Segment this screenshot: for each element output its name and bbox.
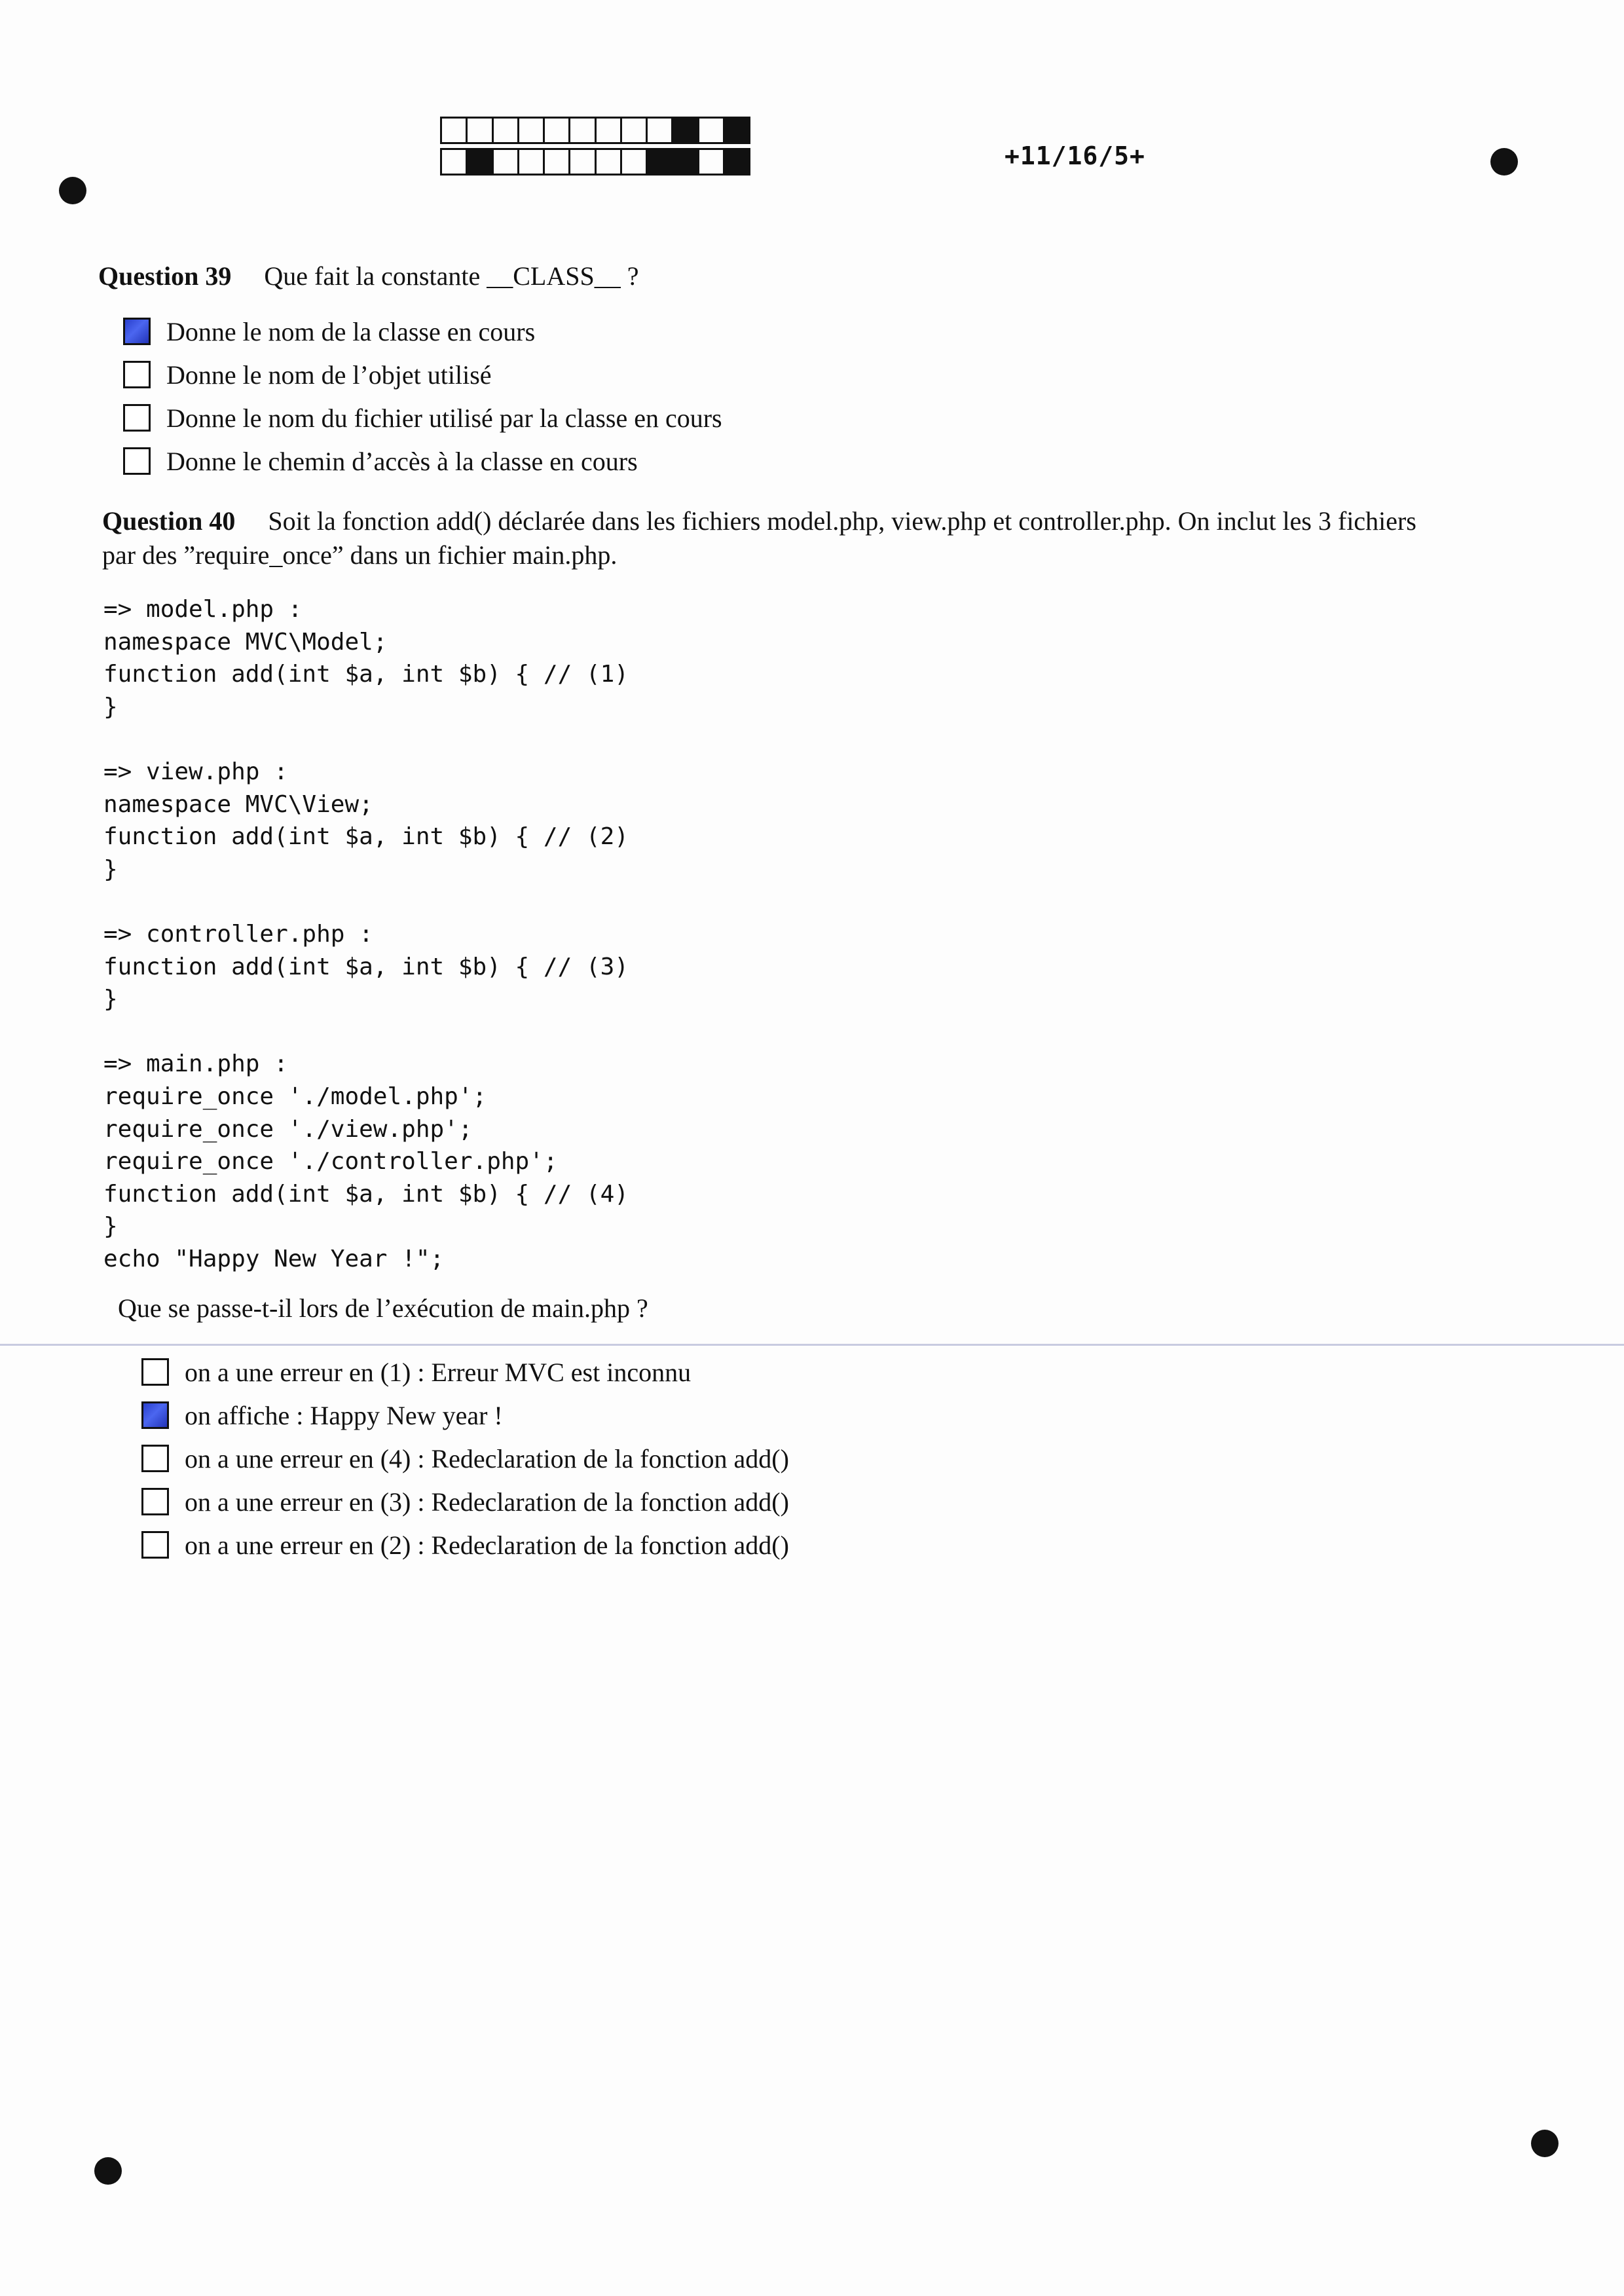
- question-39-text: Que fait la constante __CLASS__ ?: [264, 261, 639, 291]
- question-40: [102, 504, 1543, 572]
- registration-mark-bottom-left: [94, 2157, 122, 2185]
- barcode-cell: [673, 119, 699, 142]
- barcode-cell: [725, 150, 748, 174]
- barcode-cell: [597, 150, 622, 174]
- q40-option-2-checkbox[interactable]: [141, 1401, 169, 1429]
- q39-option-2-text: Donne le nom de l’objet utilisé: [166, 360, 492, 390]
- barcode-cell: [699, 150, 725, 174]
- q39-option-2-checkbox[interactable]: [123, 361, 151, 388]
- question-39: [98, 259, 1539, 293]
- q40-option[interactable]: [141, 1523, 789, 1566]
- barcode-cell: [468, 150, 493, 174]
- barcode-cell: [494, 150, 519, 174]
- question-40-text-cont: par des ”require_once” dans un fichier main.php.: [102, 540, 618, 570]
- barcode-cell: [545, 119, 570, 142]
- barcode-cell: [725, 119, 748, 142]
- barcode-cell: [622, 119, 648, 142]
- question-39-options: [123, 310, 722, 483]
- q39-option[interactable]: [123, 439, 722, 483]
- registration-mark-top-left: [59, 177, 86, 204]
- registration-mark-top-right: [1490, 148, 1518, 176]
- page-id: +11/16/5+: [1005, 141, 1145, 170]
- question-40-options: [141, 1350, 789, 1566]
- barcode-cell: [519, 150, 545, 174]
- q39-option-3-checkbox[interactable]: [123, 404, 151, 432]
- q39-option[interactable]: [123, 353, 722, 396]
- barcode-cell: [442, 119, 468, 142]
- q40-option-4-text: on a une erreur en (3) : Redeclaration de la fonction add(): [185, 1487, 789, 1517]
- q40-option-5-text: on a une erreur en (2) : Redeclaration de la fonction add(): [185, 1530, 789, 1560]
- q40-option[interactable]: [141, 1350, 789, 1394]
- q40-option[interactable]: [141, 1437, 789, 1480]
- q40-option-3-text: on a une erreur en (4) : Redeclaration de la fonction add(): [185, 1443, 789, 1473]
- q40-option-1-text: on a une erreur en (1) : Erreur MVC est inconnu: [185, 1357, 692, 1387]
- q39-option-1-text: Donne le nom de la classe en cours: [166, 316, 536, 346]
- q39-option-4-checkbox[interactable]: [123, 447, 151, 475]
- barcode-cell: [597, 119, 622, 142]
- barcode-cell: [519, 119, 545, 142]
- barcode-cell: [494, 119, 519, 142]
- q40-option-5-checkbox[interactable]: [141, 1531, 169, 1559]
- q40-option-1-checkbox[interactable]: [141, 1358, 169, 1386]
- q40-option-2-text: on affiche : Happy New year !: [185, 1400, 503, 1430]
- question-40-text: Soit la fonction add() déclarée dans les fichiers model.php, view.php et controller.php. On inclut les 3 fichiers: [268, 506, 1416, 536]
- q39-option[interactable]: [123, 396, 722, 439]
- barcode-cell: [622, 150, 648, 174]
- barcode-cell: [468, 119, 493, 142]
- q39-option-4-text: Donne le chemin d’accès à la classe en cours: [166, 446, 638, 476]
- question-40-prompt: Que se passe-t-il lors de l’exécution de main.php ?: [118, 1293, 648, 1323]
- q40-option[interactable]: [141, 1394, 789, 1437]
- barcode-bottom: [440, 148, 750, 176]
- registration-mark-bottom-right: [1531, 2130, 1559, 2157]
- barcode-cell: [545, 150, 570, 174]
- q39-option-1-checkbox[interactable]: [123, 318, 151, 345]
- barcode-top: [440, 117, 750, 144]
- barcode-cell: [570, 150, 596, 174]
- q40-option-4-checkbox[interactable]: [141, 1488, 169, 1515]
- q40-option[interactable]: [141, 1480, 789, 1523]
- q40-option-3-checkbox[interactable]: [141, 1445, 169, 1472]
- q39-option-3-text: Donne le nom du fichier utilisé par la classe en cours: [166, 403, 722, 433]
- barcode-cell: [648, 150, 673, 174]
- question-40-label: Question 40: [102, 506, 236, 536]
- barcode-cell: [699, 119, 725, 142]
- scan-divider-line: [0, 1344, 1624, 1346]
- barcode-cell: [442, 150, 468, 174]
- php-code-block: => model.php : namespace MVC\Model; function add(int $a, int $b) { // (1) } => view.php : namespace MVC\View; function add(int $a, int $b) { // (2) } => controller.php : function add(int $a, int $b) { // (3) } => main.php : require_once './model.php'; require_once './view.php'; require_once './controller.php'; function add(int $a, int $b) { // (4) } echo "Happy New Year !";: [103, 596, 629, 1272]
- barcode-cell: [648, 119, 673, 142]
- barcode-cell: [673, 150, 699, 174]
- barcode-cell: [570, 119, 596, 142]
- q39-option[interactable]: [123, 310, 722, 353]
- question-39-label: Question 39: [98, 261, 232, 291]
